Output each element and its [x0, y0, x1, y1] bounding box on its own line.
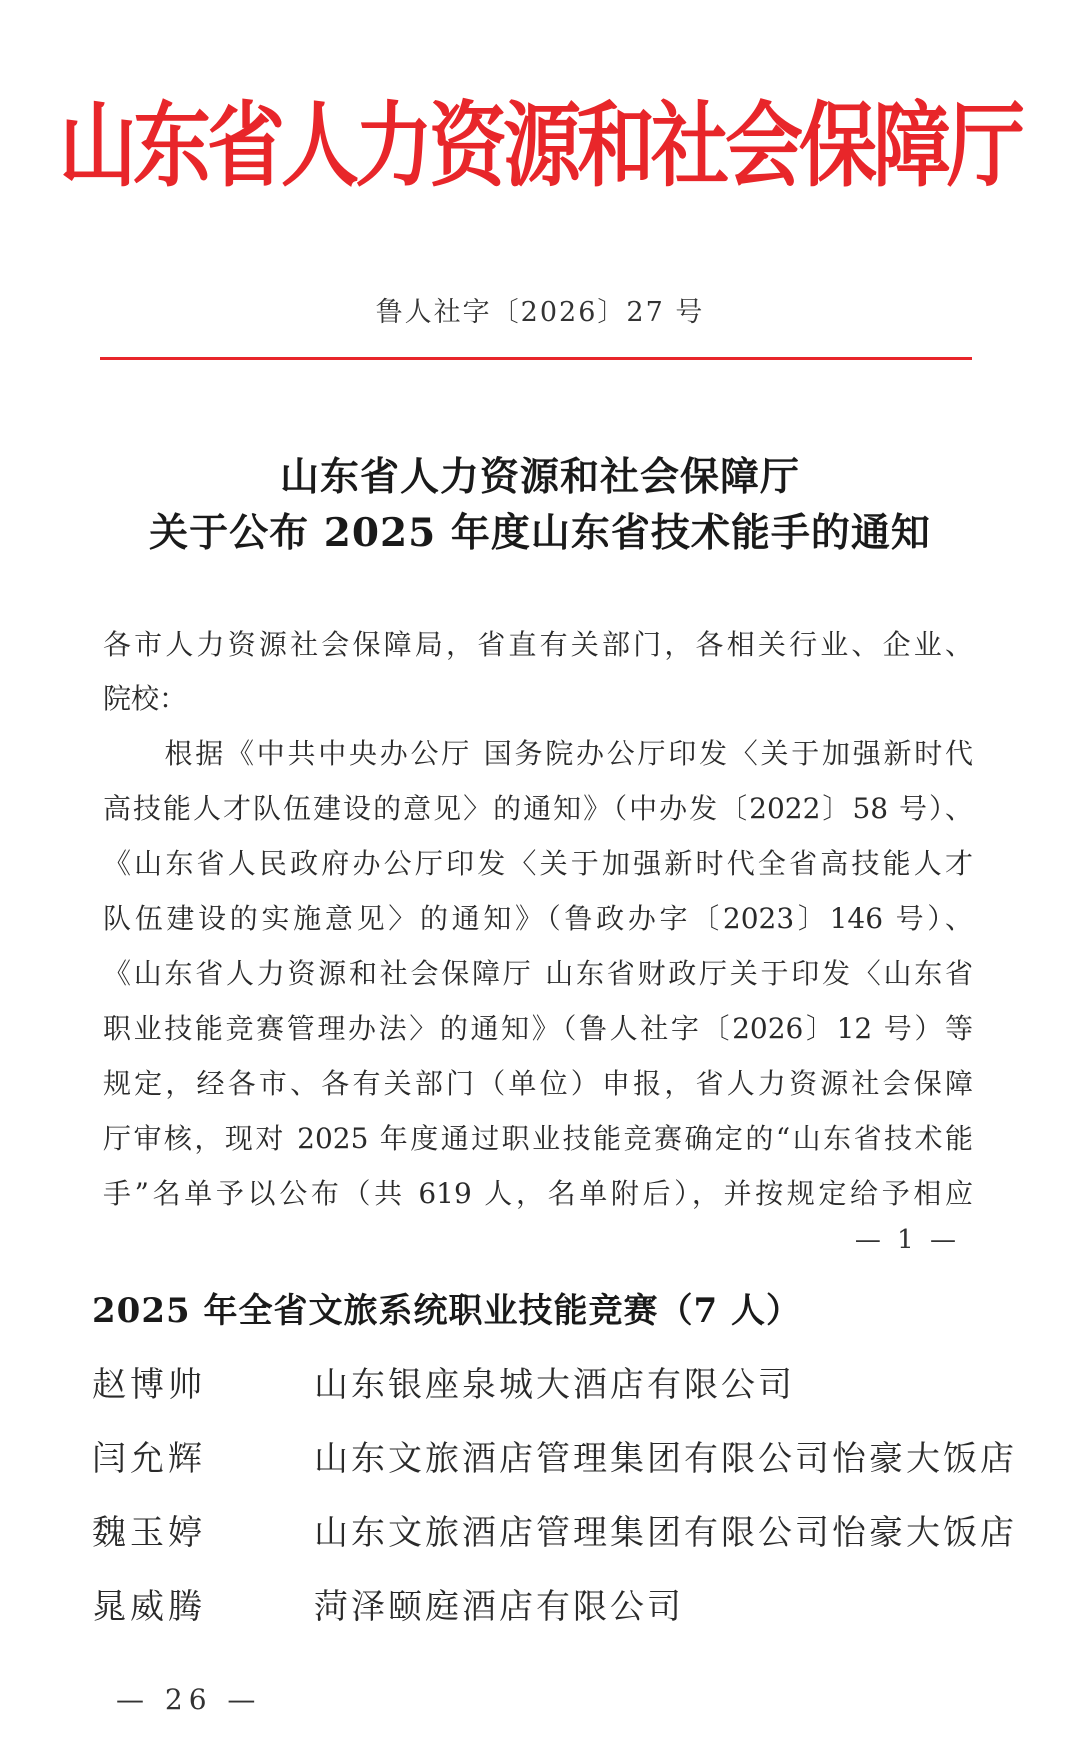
winner-organization: 菏泽颐庭酒店有限公司 [314, 1587, 684, 1627]
winner-name: 魏玉婷 [92, 1513, 206, 1553]
body-text-line: 规定，经各市、各有关部门（单位）申报，省人力资源社会保障 [103, 1067, 973, 1100]
body-text-line: 院校： [103, 682, 188, 715]
body-text-line: 高技能人才队伍建设的意见〉的通知》（中办发〔2022〕58 号）、 [103, 792, 973, 825]
winner-name: 晁威腾 [92, 1587, 206, 1627]
body-text-line: 各市人力资源社会保障局，省直有关部门，各相关行业、企业、 [103, 628, 973, 661]
list-item [92, 1357, 1032, 1407]
list-item [92, 1431, 1032, 1481]
winner-organization: 山东文旅酒店管理集团有限公司怡豪大饭店 [314, 1513, 1017, 1553]
body-text-line: 《山东省人力资源和社会保障厅 山东省财政厅关于印发〈山东省 [103, 957, 973, 990]
body-text-line: 职业技能竞赛管理办法〉的通知》（鲁人社字〔2026〕12 号）等 [103, 1012, 973, 1045]
list-item [92, 1579, 1032, 1629]
list-item [92, 1505, 1032, 1555]
winner-organization: 山东文旅酒店管理集团有限公司怡豪大饭店 [314, 1439, 1017, 1479]
winner-name: 闫允辉 [92, 1439, 206, 1479]
page-number-bottom: — 26 — [116, 1683, 262, 1716]
winner-name: 赵博帅 [92, 1365, 206, 1405]
body-text-line: 手”名单予以公布（共 619 人，名单附后），并按规定给予相应 [103, 1177, 973, 1210]
body-text-line: 队伍建设的实施意见〉的通知》（鲁政办字〔2023〕146 号）、 [103, 902, 973, 935]
body-text-line: 厅审核，现对 2025 年度通过职业技能竞赛确定的“山东省技术能 [103, 1122, 973, 1155]
body-text-line: 根据《中共中央办公厅 国务院办公厅印发〈关于加强新时代 [103, 737, 973, 770]
page-number-first: — 1 — [854, 1225, 960, 1255]
notice-title-line-2: 关于公布 2025 年度山东省技术能手的通知 [149, 510, 931, 556]
document-number: 鲁人社字〔2026〕27 号 [375, 297, 705, 328]
section-heading: 2025 年全省文旅系统职业技能竞赛（7 人） [92, 1291, 801, 1331]
letterhead-title: 山东省人力资源和社会保障厅 [58, 93, 1021, 201]
notice-title-line-1: 山东省人力资源和社会保障厅 [279, 454, 800, 500]
winner-organization: 山东银座泉城大酒店有限公司 [314, 1365, 795, 1405]
red-divider-line [100, 357, 972, 360]
body-text-line: 《山东省人民政府办公厅印发〈关于加强新时代全省高技能人才 [103, 847, 973, 880]
